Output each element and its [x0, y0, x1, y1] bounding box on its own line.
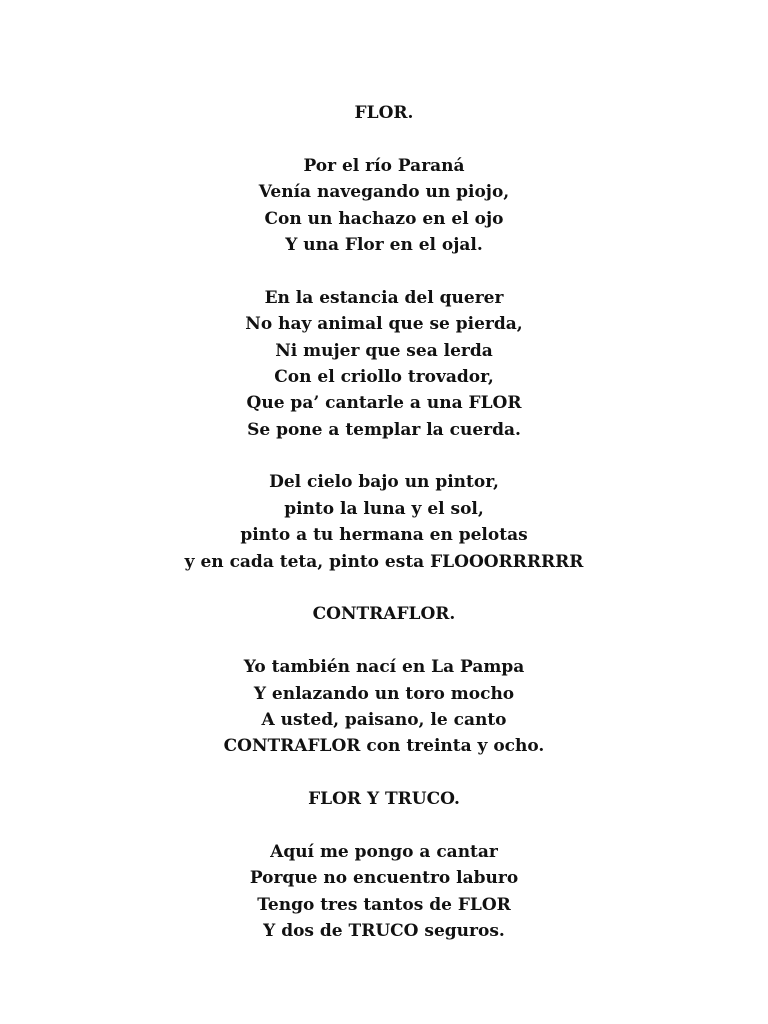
verse-line: Aquí me pongo a cantar: [270, 841, 498, 862]
verse-line: A usted, paisano, le canto: [261, 709, 507, 730]
verse-line: No hay animal que se pierda,: [245, 314, 523, 335]
verse-line: Tengo tres tantos de FLOR: [257, 894, 511, 915]
verse-line: pinto a tu hermana en pelotas: [240, 525, 528, 546]
stanza-gap: [0, 126, 768, 152]
heading-line: FLOR Y TRUCO.: [308, 789, 460, 810]
stanza-gap: [0, 575, 768, 601]
document-page: [0, 100, 768, 945]
verse-line: Por el río Paraná: [303, 155, 465, 176]
heading-line: CONTRAFLOR.: [312, 604, 456, 625]
verse-line: Con el criollo trovador,: [274, 366, 494, 387]
stanza: [0, 153, 768, 259]
verse-line: Y dos de TRUCO seguros.: [263, 921, 505, 942]
verse-line: y en cada teta, pinto esta FLOOORRRRRR: [184, 551, 584, 572]
verse-line: Venía navegando un piojo,: [258, 182, 510, 203]
verse-line: Que pa’ cantarle a una FLOR: [246, 393, 522, 414]
verse-line: pinto la luna y el sol,: [284, 498, 484, 519]
verse-line: Con un hachazo en el ojo: [264, 208, 504, 229]
stanza-gap: [0, 443, 768, 469]
verse-line: Del cielo bajo un pintor,: [269, 472, 499, 493]
stanza-gap: [0, 760, 768, 786]
verse-line: En la estancia del querer: [264, 287, 504, 308]
stanza-gap: [0, 628, 768, 654]
stanza: [0, 285, 768, 443]
stanza: [0, 839, 768, 945]
verse-line: Porque no encuentro laburo: [249, 868, 519, 889]
section-heading-flor-y-truco: [0, 786, 768, 812]
stanza: [0, 654, 768, 760]
verse-line: Yo también nací en La Pampa: [243, 657, 525, 678]
verse-line: Se pone a templar la cuerda.: [247, 419, 521, 440]
verse-line: Y enlazando un toro mocho: [253, 683, 515, 704]
section-heading-flor: [0, 100, 768, 126]
stanza-gap: [0, 813, 768, 839]
section-heading-contraflor: [0, 601, 768, 627]
verse-line: Y una Flor en el ojal.: [285, 234, 483, 255]
stanza: [0, 469, 768, 575]
verse-line: CONTRAFLOR con treinta y ocho.: [223, 736, 545, 757]
stanza-gap: [0, 258, 768, 284]
heading-line: FLOR.: [354, 103, 414, 123]
verse-line: Ni mujer que sea lerda: [275, 340, 493, 361]
